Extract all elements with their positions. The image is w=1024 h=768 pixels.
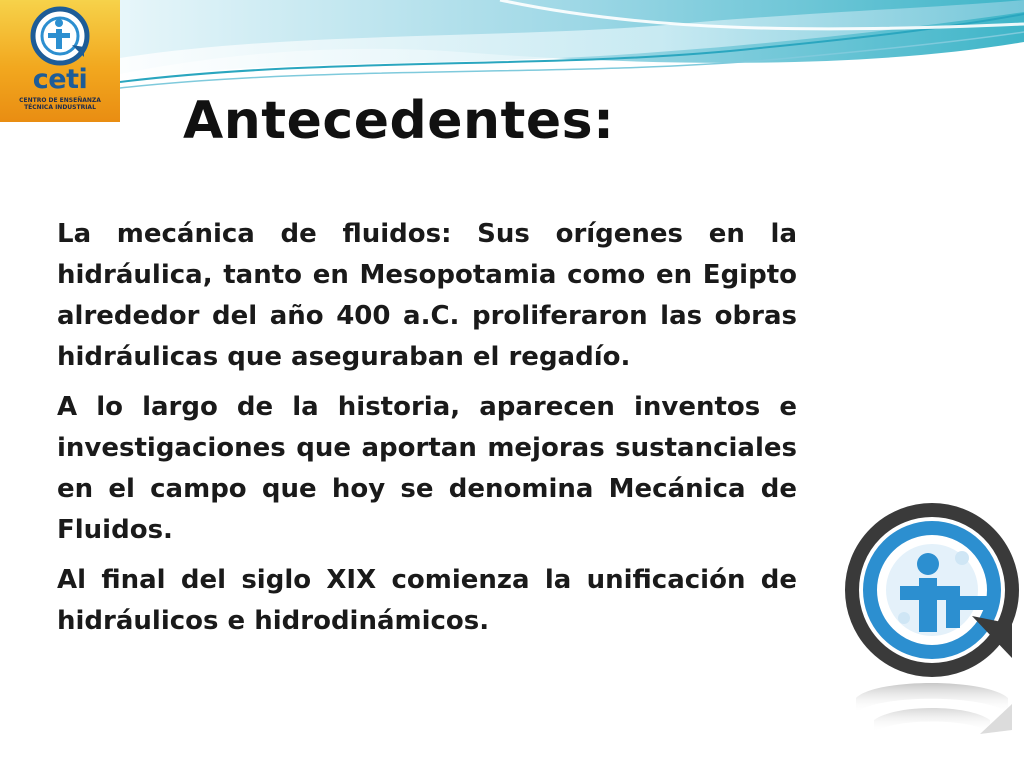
ceti-emblem-icon	[28, 5, 92, 67]
slide-title: Antecedentes:	[183, 91, 615, 151]
logo-subtitle-line2: TÉCNICA INDUSTRIAL	[24, 104, 96, 111]
paragraph-origins: La mecánica de fluidos: Sus orígenes en la hidráulica, tanto en Mesopotamia como en Egipto alrededor del año 400 a.C. proliferaron las obras hidráulicas que aseguraban el regadío.	[57, 219, 797, 372]
ceti-watermark-icon	[836, 498, 1024, 768]
logo-name: ceti	[32, 64, 88, 95]
ceti-logo	[0, 0, 120, 122]
logo-subtitle-line1: CENTRO DE ENSEÑANZA	[19, 97, 101, 104]
paragraph-history: A lo largo de la historia, aparecen inventos e investigaciones que aportan mejoras sustanciales en el campo que hoy se denomina Mecánica de Fluidos.	[57, 392, 797, 545]
slide-body	[57, 214, 797, 651]
paragraph-unification: Al final del siglo XIX comienza la unificación de hidráulicos e hidrodinámicos.	[57, 565, 797, 636]
